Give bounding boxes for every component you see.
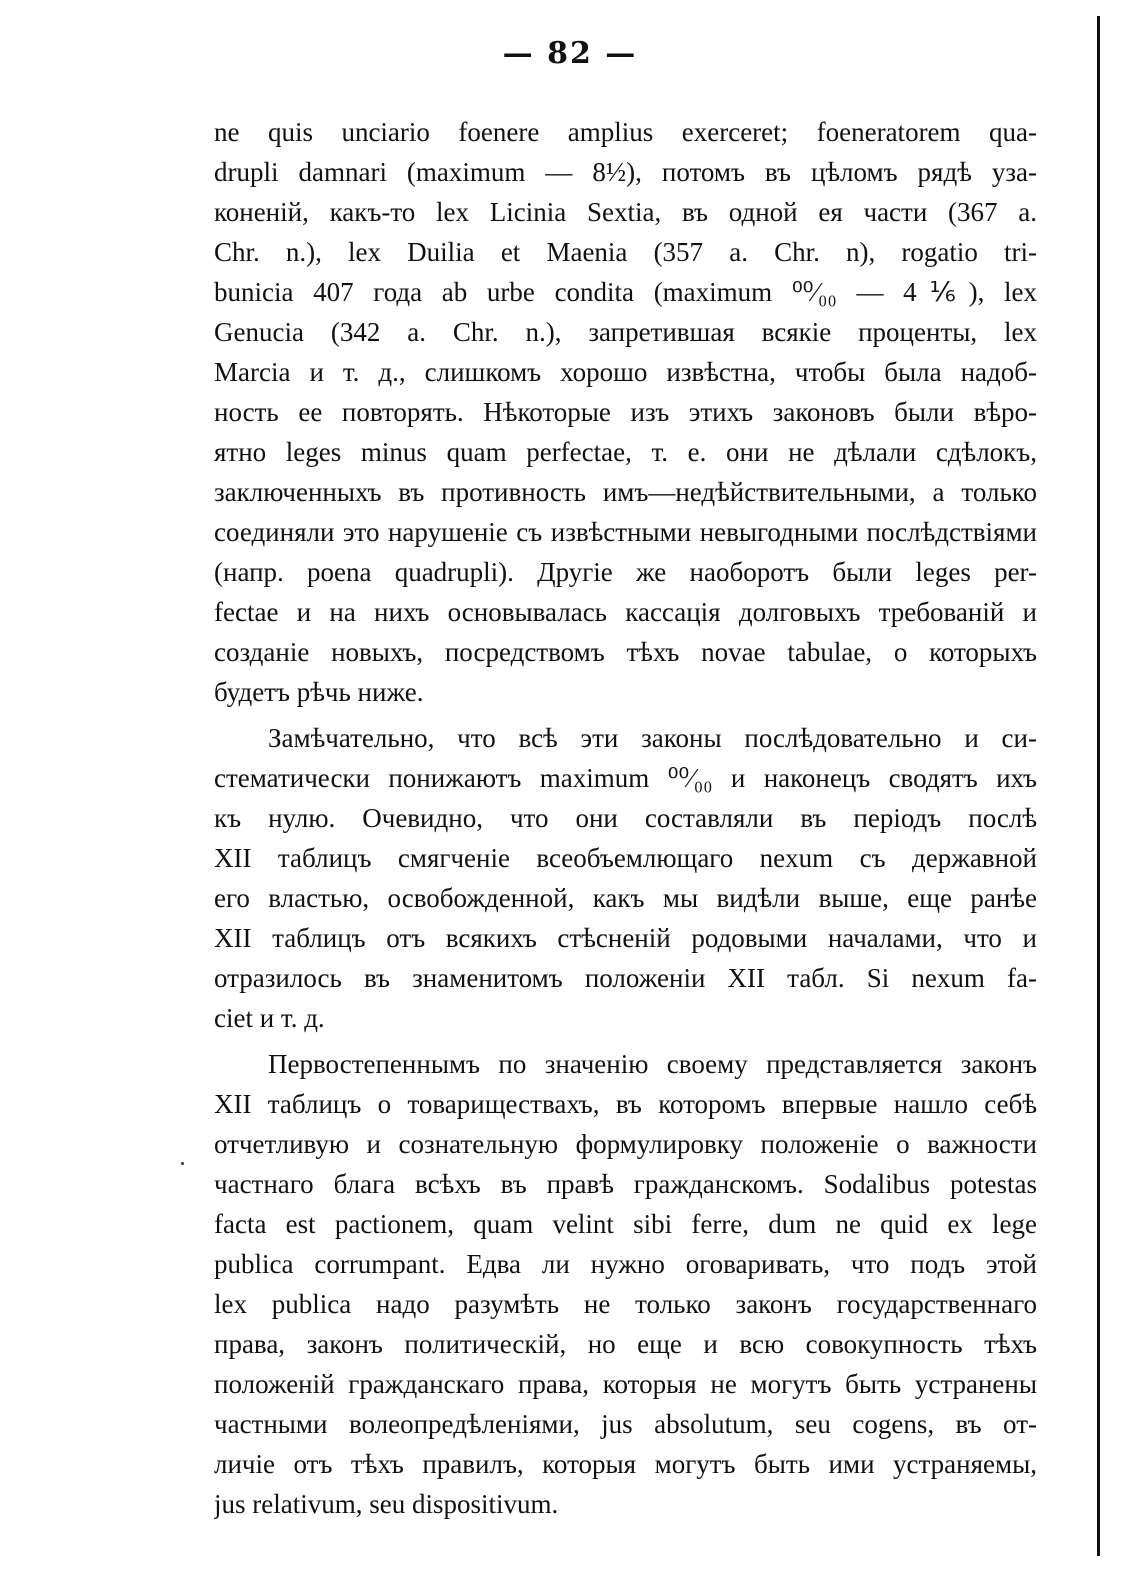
text-line: fectae и на нихъ основывалась кассація долговыхъ требованій и (214, 597, 1037, 627)
page-edge-rule (1097, 16, 1100, 1556)
text-line: Chr. n.), lex Duilia et Maenia (357 a. Chr. n), rogatio tri- (214, 237, 1037, 267)
text-line: ne quis unciario foenere amplius exerceret; foeneratorem qua- (214, 117, 1037, 147)
paragraph-3 (214, 1044, 1037, 1524)
text-line: частными волеопредѣленіями, jus absolutum, seu cogens, въ от- (214, 1409, 1037, 1439)
text-line: Замѣчательно, что всѣ эти законы послѣдовательно и си- (268, 723, 1037, 753)
text-line: lex publica надо разумѣть не только законъ государственнаго (214, 1289, 1037, 1319)
text-line: jus relativum, seu dispositivum. (214, 1489, 559, 1519)
ink-speck (181, 1162, 184, 1165)
text-line: соединяли это нарушеніе съ извѣстными невыгодными послѣдствіями (214, 517, 1037, 547)
text-line: ciet и т. д. (214, 1003, 325, 1033)
text-line: заключенныхъ въ противность имъ—недѣйствительными, а только (214, 477, 1037, 507)
text-line: XII таблицъ смягченіе всеобъемлющаго nexum съ державной (214, 843, 1037, 873)
text-line: bunicia 407 года ab urbe condita (maximum ⁰⁰⁄₀₀ — 4⅙), lex (214, 277, 1037, 307)
text-line: Genucia (342 a. Chr. n.), запретившая всякіе проценты, lex (214, 317, 1037, 347)
text-line: къ нулю. Очевидно, что они составляли въ періодъ послѣ (214, 803, 1037, 833)
text-line: его властью, освобожденной, какъ мы видѣли выше, еще ранѣе (214, 883, 1037, 913)
paragraph-1 (214, 112, 1037, 712)
text-line: facta est pactionem, quam velint sibi ferre, dum ne quid ex lege (214, 1209, 1037, 1239)
text-line: отчетливую и сознательную формулировку положеніе о важности (214, 1129, 1037, 1159)
text-line: (напр. poena quadrupli). Другіе же наоборотъ были leges per- (214, 557, 1037, 587)
text-line: XII таблицъ отъ всякихъ стѣсненій родовыми началами, что и (214, 923, 1037, 953)
text-line: коненій, какъ-то lex Licinia Sextia, въ одной ея части (367 a. (214, 197, 1037, 227)
text-line: Marcia и т. д., слишкомъ хорошо извѣстна, чтобы была надоб- (214, 357, 1037, 387)
text-line: XII таблицъ о товариществахъ, въ которомъ впервые нашло себѣ (214, 1089, 1037, 1119)
paragraph-2 (214, 718, 1037, 1038)
page-number: — 82 — (502, 36, 638, 71)
text-line: ность ее повторять. Нѣкоторые изъ этихъ законовъ были вѣро- (214, 397, 1037, 427)
text-line: стематически понижаютъ maximum ⁰⁰⁄₀₀ и наконецъ сводятъ ихъ (214, 763, 1037, 793)
text-line: личіе отъ тѣхъ правилъ, которыя могутъ быть ими устраняемы, (214, 1449, 1037, 1479)
text-line: будетъ рѣчь ниже. (214, 677, 424, 707)
text-line: ятно leges minus quam perfectae, т. е. они не дѣлали сдѣлокъ, (214, 437, 1037, 467)
body-text (214, 112, 1037, 1524)
text-line: частнаго блага всѣхъ въ правѣ гражданскомъ. Sodalibus potestas (214, 1169, 1037, 1199)
text-line: права, законъ политическій, но еще и всю совокупность тѣхъ (214, 1329, 1037, 1359)
text-line: положеній гражданскаго права, которыя не могутъ быть устранены (214, 1369, 1037, 1399)
text-line: publica corrumpant. Едва ли нужно оговаривать, что подъ этой (214, 1249, 1037, 1279)
text-line: отразилось въ знаменитомъ положеніи XII табл. Si nexum fa- (214, 963, 1037, 993)
text-line: drupli damnari (maximum — 8½), потомъ въ цѣломъ рядѣ уза- (214, 157, 1037, 187)
text-line: созданіе новыхъ, посредствомъ тѣхъ novae tabulae, о которыхъ (214, 637, 1037, 667)
text-line: Первостепеннымъ по значенію своему представляется законъ (268, 1049, 1037, 1079)
